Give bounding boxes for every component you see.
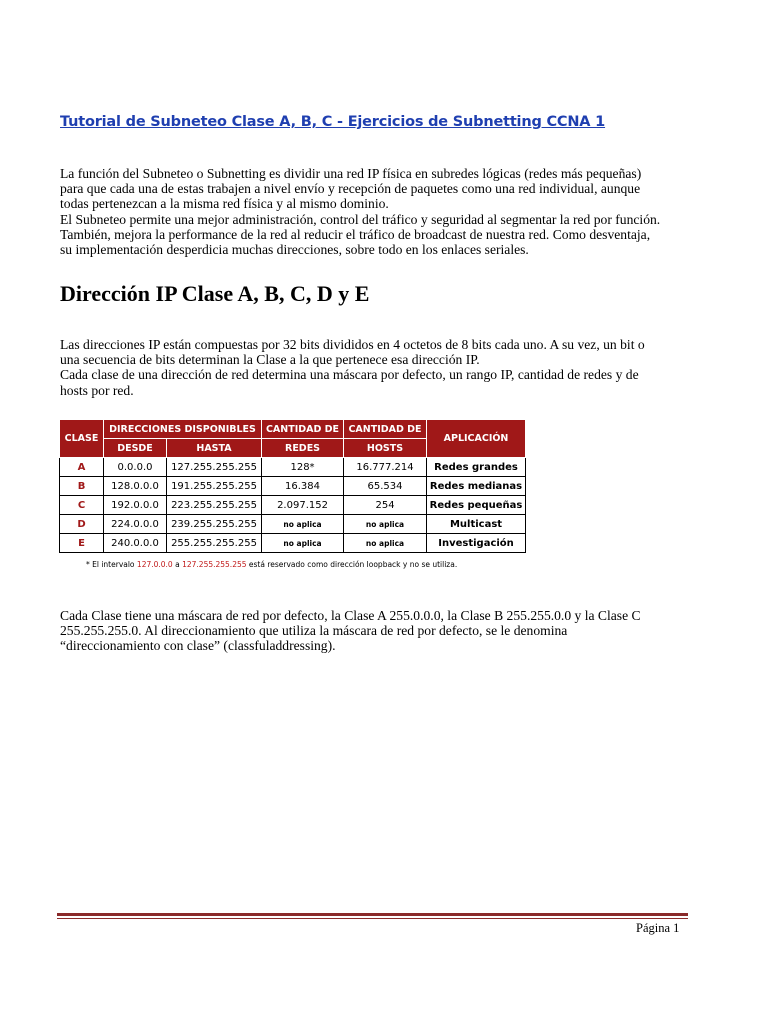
header-clase: CLASE <box>60 420 104 458</box>
header-redes: REDES <box>262 439 344 458</box>
cell-desde: 128.0.0.0 <box>104 477 167 496</box>
footnote-middle: a <box>172 560 183 569</box>
header-direcciones: DIRECCIONES DISPONIBLES <box>104 420 262 439</box>
table-row <box>60 534 526 553</box>
header-hosts: HOSTS <box>344 439 427 458</box>
cell-hasta: 255.255.255.255 <box>167 534 262 553</box>
table-footnote <box>86 560 457 569</box>
table-row <box>60 477 526 496</box>
footer-divider <box>57 913 688 916</box>
header-desde: DESDE <box>104 439 167 458</box>
cell-redes: no aplica <box>262 534 344 553</box>
cell-aplicacion: Redes medianas <box>427 477 526 496</box>
cell-aplicacion: Redes pequeñas <box>427 496 526 515</box>
cell-aplicacion: Multicast <box>427 515 526 534</box>
header-aplicacion: APLICACIÓN <box>427 420 526 458</box>
cell-clase: C <box>60 496 104 515</box>
footnote-range-end: 127.255.255.255 <box>182 560 247 569</box>
cell-hosts: 65.534 <box>344 477 427 496</box>
cell-clase: B <box>60 477 104 496</box>
cell-hosts: 16.777.214 <box>344 458 427 477</box>
header-cantidad-hosts: CANTIDAD DE <box>344 420 427 439</box>
table-row <box>60 515 526 534</box>
cell-hosts: no aplica <box>344 534 427 553</box>
cell-hosts: no aplica <box>344 515 427 534</box>
cell-redes: 2.097.152 <box>262 496 344 515</box>
cell-desde: 192.0.0.0 <box>104 496 167 515</box>
cell-clase: E <box>60 534 104 553</box>
footnote-prefix: * El intervalo <box>86 560 137 569</box>
page-number: Página 1 <box>636 921 680 935</box>
section-heading: Dirección IP Clase A, B, C, D y E <box>60 281 370 306</box>
cell-hasta: 239.255.255.255 <box>167 515 262 534</box>
table-row <box>60 496 526 515</box>
cell-desde: 224.0.0.0 <box>104 515 167 534</box>
header-cantidad-redes: CANTIDAD DE <box>262 420 344 439</box>
intro-paragraph: La función del Subneteo o Subnetting es dividir una red IP física en subredes lógicas (redes más pequeñas) para que cada una de estas trabajen a nivel envío y recepción de paquetes como una red individual, aunque todas pertenezcan a la misma red física y al mismo dominio. El Subneteo permite una mejor administración, control del tráfico y seguridad al segmentar la red por función. También, mejora la performance de la red al reducir el tráfico de broadcast de nuestra red. Como desventaja, su implementación desperdicia muchas direcciones, sobre todo en los enlaces seriales. <box>60 166 661 258</box>
cell-redes: no aplica <box>262 515 344 534</box>
cell-clase: A <box>60 458 104 477</box>
ip-classes-table <box>59 419 526 553</box>
table-row <box>60 458 526 477</box>
header-hasta: HASTA <box>167 439 262 458</box>
classes-paragraph: Las direcciones IP están compuestas por 32 bits divididos en 4 octetos de 8 bits cada uno. A su vez, un bit o una secuencia de bits determinan la Clase a la que pertenece esa dirección IP. Cada clase de una dirección de red determina una máscara por defecto, un rango IP, cantidad de redes y de hosts por red. <box>60 337 645 398</box>
cell-hasta: 223.255.255.255 <box>167 496 262 515</box>
footnote-suffix: está reservado como dirección loopback y no se utiliza. <box>246 560 458 569</box>
footnote-range-start: 127.0.0.0 <box>136 560 173 569</box>
cell-redes: 16.384 <box>262 477 344 496</box>
default-mask-paragraph: Cada Clase tiene una máscara de red por defecto, la Clase A 255.0.0.0, la Clase B 255.255.0.0 y la Clase C 255.255.255.0. Al direccionamiento que utiliza la máscara de red por defecto, se le denomina “direccionamiento con clase” (classfuladdressing). <box>60 608 641 654</box>
cell-desde: 240.0.0.0 <box>104 534 167 553</box>
cell-redes: 128* <box>262 458 344 477</box>
cell-hasta: 191.255.255.255 <box>167 477 262 496</box>
cell-desde: 0.0.0.0 <box>104 458 167 477</box>
footer-divider-thin <box>57 918 688 919</box>
cell-aplicacion: Investigación <box>427 534 526 553</box>
title-link[interactable]: Tutorial de Subneteo Clase A, B, C - Ejercicios de Subnetting CCNA 1 <box>60 114 606 130</box>
cell-aplicacion: Redes grandes <box>427 458 526 477</box>
cell-hosts: 254 <box>344 496 427 515</box>
cell-clase: D <box>60 515 104 534</box>
cell-hasta: 127.255.255.255 <box>167 458 262 477</box>
